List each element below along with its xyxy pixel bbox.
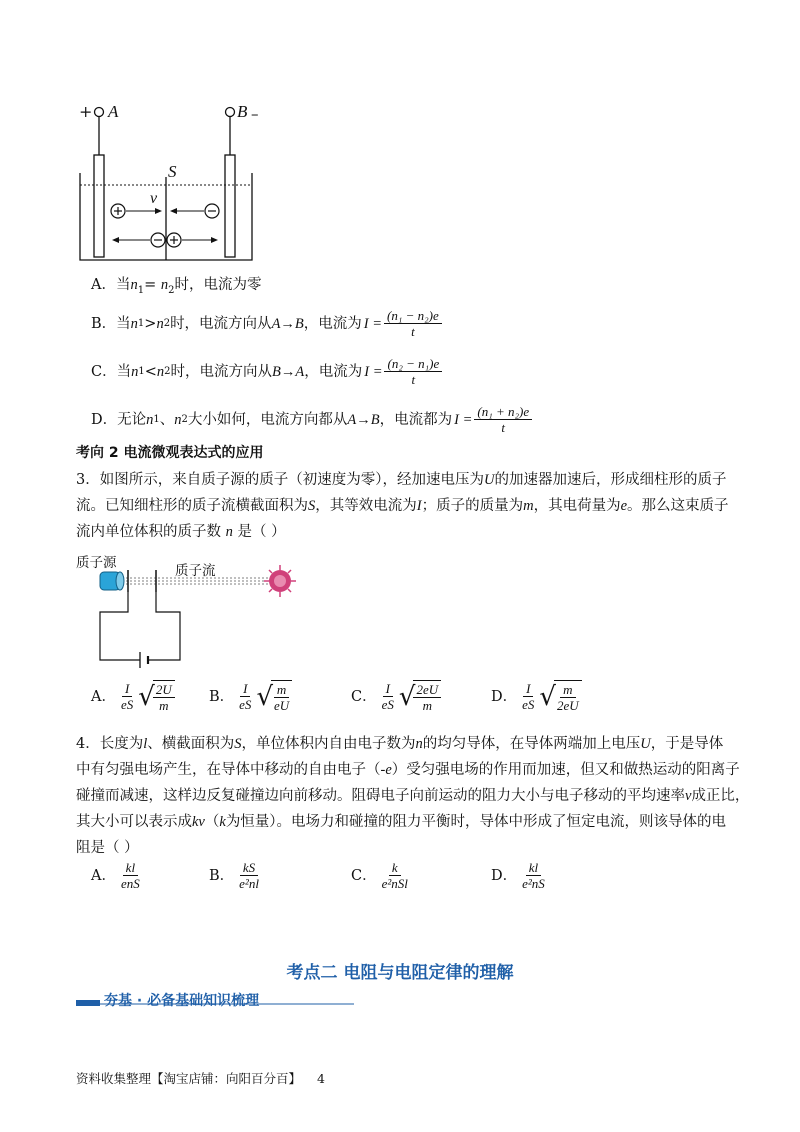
q3-option-b[interactable]: [209, 680, 292, 713]
option-letter: C．: [351, 688, 377, 705]
q2-option-c[interactable]: C．当 n 1 < n 2 时，电流方向从 B→A ，电流为 I = $\frac{\text{(n₂ − n₁)e}}{t}$: [91, 356, 444, 387]
footer: [76, 1068, 325, 1090]
q2-option-a[interactable]: A．当$n_1= n_2$时，电流为零: [91, 277, 262, 296]
q2-b-fraction: $\frac{\text{(n₁ − n₂)e}}{t}$: [384, 308, 442, 339]
option-letter: D．: [491, 688, 518, 705]
q4-line5: 阻是（ ）: [76, 840, 139, 856]
label-proton-source: 质子源: [76, 555, 117, 571]
option-sqrt: √ $\frac{2eU}{m}$: [399, 680, 441, 713]
target-splash: [264, 565, 296, 597]
proton-source: [100, 572, 124, 590]
q4-line2: 中有匀强电场产生，在导体中移动的自由电子（-e）受匀强电场的作用而加速，但又和做热运动的阳离子: [76, 762, 740, 778]
q3-line2: 流。已知细柱形的质子流横截面积为S，其等效电流为I；质子的质量为m，其电荷量为e。那么这束质子: [76, 498, 729, 514]
option-fraction: $\frac{I}{eS}$: [522, 681, 535, 712]
q3-option-a[interactable]: [91, 680, 175, 713]
q4-option-b[interactable]: [209, 860, 264, 891]
label-proton-stream: 质子流: [175, 563, 216, 579]
q2-c-fraction: $\frac{\text{(n₂ − n₁)e}}{t}$: [384, 356, 442, 387]
label-a: A: [108, 102, 119, 121]
option-fraction: $\frac{I}{eS}$: [239, 681, 252, 712]
option-fraction: $\frac{kS}{\text{e²nl}}$: [239, 860, 259, 891]
q4-option-d[interactable]: [491, 860, 550, 891]
q2-option-d[interactable]: D．无论 n 1 、 n 2 大小如何，电流方向都从 A→B ，电流都为 I = $\frac{\text{(n₁ + n₂)e}}{t}$: [91, 404, 534, 435]
option-letter: A．: [91, 867, 116, 884]
label-s: S: [168, 162, 177, 181]
q4-option-a[interactable]: [91, 860, 145, 891]
electrode-b: [225, 155, 235, 257]
q3-option-c[interactable]: [351, 680, 441, 713]
q4-line3: 碰撞而减速，这样边反复碰撞边向前移动。阻碍电子向前运动的阻力大小与电子移动的平均速率v成正比，: [76, 788, 750, 804]
q2-d-fraction: $\frac{\text{(n₁ + n₂)e}}{t}$: [474, 404, 532, 435]
q4-line1: 4．长度为l、横截面积为S，单位体积内自由电子数为n的均匀导体，在导体两端加上电压U，于是导体: [76, 736, 724, 752]
label-v: v: [150, 190, 158, 207]
q3-line1: 3．如图所示，来自质子源的质子（初速度为零），经加速电压为U的加速器加速后，形成细柱形的质子: [76, 472, 727, 488]
terminal-a: [95, 108, 104, 117]
label-minus: –: [251, 105, 259, 123]
topic2-heading: 考向 2 电流微观表达式的应用: [76, 445, 264, 461]
q3-options: [91, 680, 651, 724]
option-letter: B．: [209, 867, 235, 884]
section2-banner-text: 夯基 · 必备基础知识梳理: [104, 993, 260, 1009]
electrode-a: [94, 155, 104, 257]
q3-line3: 流内单位体积的质子数 n 是（ ）: [76, 524, 286, 540]
option-sqrt: √ $\frac{m}{2eU}$: [539, 680, 581, 713]
option-letter: B．: [209, 688, 235, 705]
option-sqrt: √ $\frac{m}{eU}$: [256, 680, 292, 713]
section2-banner: [76, 990, 354, 1014]
q2-option-b[interactable]: B．当 n 1 > n 2 时，电流方向从 A→B ，电流为 I = $\frac{\text{(n₁ − n₂)e}}{t}$: [91, 308, 444, 339]
option-fraction: $\frac{kl}{\text{enS}}$: [120, 860, 140, 891]
page-number: 4: [317, 1071, 325, 1086]
footer-text: 资料收集整理【淘宝店铺：向阳百分百】: [76, 1071, 302, 1086]
option-fraction: $\frac{I}{eS}$: [120, 681, 134, 712]
option-fraction: $\frac{k}{\text{e²nSl}}$: [381, 860, 408, 891]
option-fraction: $\frac{kl}{\text{e²nS}}$: [522, 860, 545, 891]
q3-option-d[interactable]: [491, 680, 582, 713]
label-b: B: [237, 102, 248, 121]
option-fraction: $\frac{I}{eS}$: [381, 681, 394, 712]
option-letter: D．: [491, 867, 518, 884]
option-letter: A．: [91, 688, 116, 705]
section2-title: 考点二 电阻与电阻定律的理解: [286, 963, 514, 983]
q4-option-c[interactable]: [351, 860, 413, 891]
option-sqrt: √ $\frac{2U}{m}$: [138, 680, 174, 713]
label-plus: +: [79, 102, 93, 121]
circuit: [100, 592, 140, 660]
terminal-b: [226, 108, 235, 117]
option-letter: C．: [351, 867, 377, 884]
q4-line4: 其大小可以表示成kv（k为恒量）。电场力和碰撞的阻力平衡时，导体中形成了恒定电流，则该导体的电: [76, 814, 727, 830]
q4-options: [91, 860, 651, 900]
